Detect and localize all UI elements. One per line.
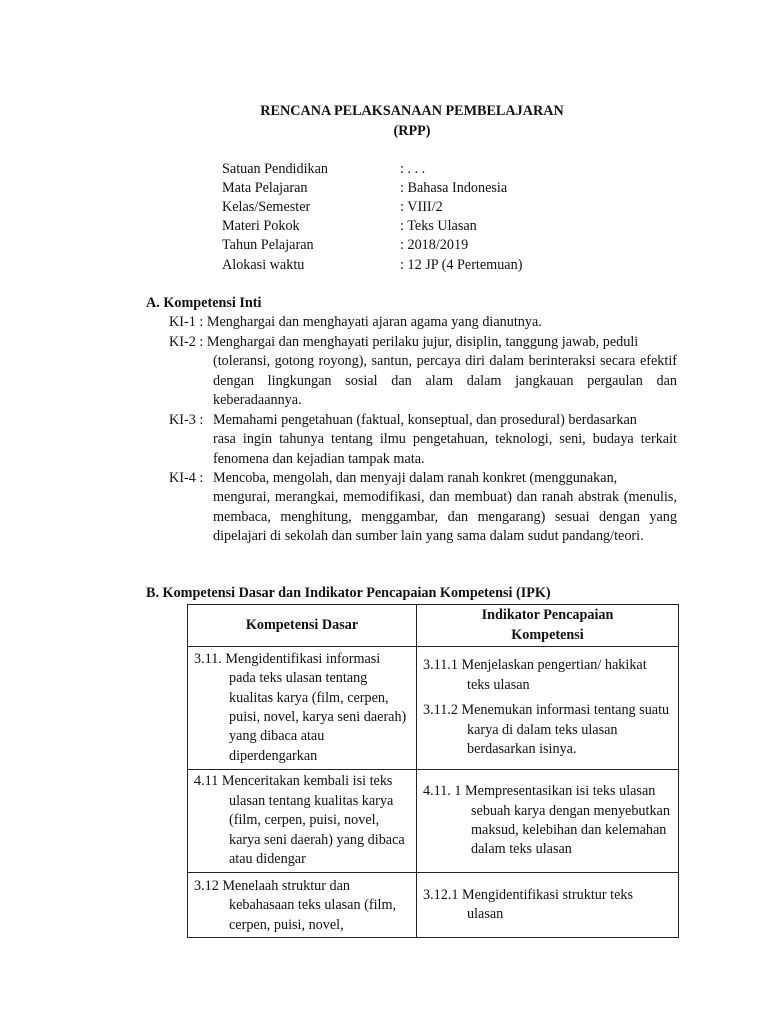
ipk-text: 3.11.2 Menemukan informasi tentang suatu karya di dalam teks ulasan berdasarkan isinya.: [423, 702, 670, 758]
ki-1: KI-1 : Menghargai dan menghayati ajaran agama yang dianutnya.: [169, 314, 542, 330]
kd-text: 4.11 Menceritakan kembali isi teks ulasan tentang kualitas karya (film, cerpen, puisi, novel, karya seni daerah) yang dibaca atau didengar: [194, 773, 405, 868]
ki-4-first-line: Mencoba, mengolah, dan menyaji dalam ranah konkret (menggunakan,: [213, 470, 618, 486]
ki-4: [169, 469, 677, 547]
identity-value: : . . .: [400, 161, 426, 177]
ipk-cell: [417, 770, 679, 873]
table-row: [188, 873, 679, 938]
ki-2: [169, 333, 677, 411]
kd-text: 3.12 Menelaah struktur dan kebahasaan teks ulasan (film, cerpen, puisi, novel,: [194, 878, 397, 933]
ki-2-continuation: (toleransi, gotong royong), santun, percaya diri dalam berinteraksi secara efektif dengan lingkungan sosial dan alam dalam jangkauan pergaulan dan keberadaannya.: [213, 353, 677, 409]
ki-2-first-line: KI-2 : Menghargai dan menghayati perilaku jujur, disiplin, tanggung jawab, peduli: [169, 334, 639, 350]
kd-cell: [188, 770, 417, 873]
section-b-heading: B. Kompetensi Dasar dan Indikator Pencapaian Kompetensi (IPK): [146, 585, 551, 601]
section-a-heading: A. Kompetensi Inti: [146, 295, 262, 311]
identity-value: : VIII/2: [400, 199, 443, 215]
column-header-kd: Kompetensi Dasar: [188, 605, 417, 647]
identity-label: Mata Pelajaran: [222, 180, 308, 196]
table-row: [188, 770, 679, 873]
identity-label: Tahun Pelajaran: [222, 237, 314, 253]
kd-cell: [188, 873, 417, 938]
ipk-cell: [417, 647, 679, 770]
identity-value: : 12 JP (4 Pertemuan): [400, 257, 523, 273]
ipk-text: 3.11.1 Menjelaskan pengertian/ hakikat teks ulasan: [423, 657, 647, 693]
ki-4-continuation: mengurai, merangkai, memodifikasi, dan membuat) dan ranah abstrak (menulis, membaca, menghitung, menggambar, dan mengarang) sesuai dengan yang dipelajari di sekolah dan sumber lain yang sama dalam sudut pandang/teori.: [213, 489, 677, 545]
document-subtitle: (RPP): [393, 123, 431, 139]
identity-value: : 2018/2019: [400, 237, 469, 253]
identity-value: : Bahasa Indonesia: [400, 180, 508, 196]
table-row: [188, 647, 679, 770]
identity-value: : Teks Ulasan: [400, 218, 477, 234]
identity-label: Satuan Pendidikan: [222, 161, 328, 177]
ki-4-label: KI-4 :: [169, 470, 204, 486]
ki-3-label: KI-3 :: [169, 412, 204, 428]
identity-label: Alokasi waktu: [222, 257, 305, 273]
ki-3-first-line: Memahami pengetahuan (faktual, konseptual, dan prosedural) berdasarkan: [213, 412, 637, 428]
ipk-text: 4.11. 1 Mempresentasikan isi teks ulasan sebuah karya dengan menyebutkan maksud, kelebihan dan kelemahan dalam teks ulasan: [423, 783, 670, 858]
ki-3: [169, 411, 677, 469]
ki-3-continuation: rasa ingin tahunya tentang ilmu pengetahuan, teknologi, seni, budaya terkait fenomena dan kejadian tampak mata.: [213, 431, 677, 467]
document-title: RENCANA PELAKSANAAN PEMBELAJARAN: [260, 103, 564, 119]
identity-label: Materi Pokok: [222, 218, 300, 234]
ipk-text: 3.12.1 Mengidentifikasi struktur teks ulasan: [423, 886, 634, 922]
column-header-ipk: Indikator Pencapaian Kompetensi: [417, 605, 679, 647]
competency-table: [187, 604, 679, 938]
identity-label: Kelas/Semester: [222, 199, 311, 215]
kd-cell: [188, 647, 417, 770]
ipk-cell: [417, 873, 679, 938]
kd-text: 3.11. Mengidentifikasi informasi pada teks ulasan tentang kualitas karya (film, cerpen, puisi, novel, karya seni daerah) yang dibaca atau diperdengarkan: [194, 650, 407, 764]
table-header-row: [188, 605, 679, 647]
